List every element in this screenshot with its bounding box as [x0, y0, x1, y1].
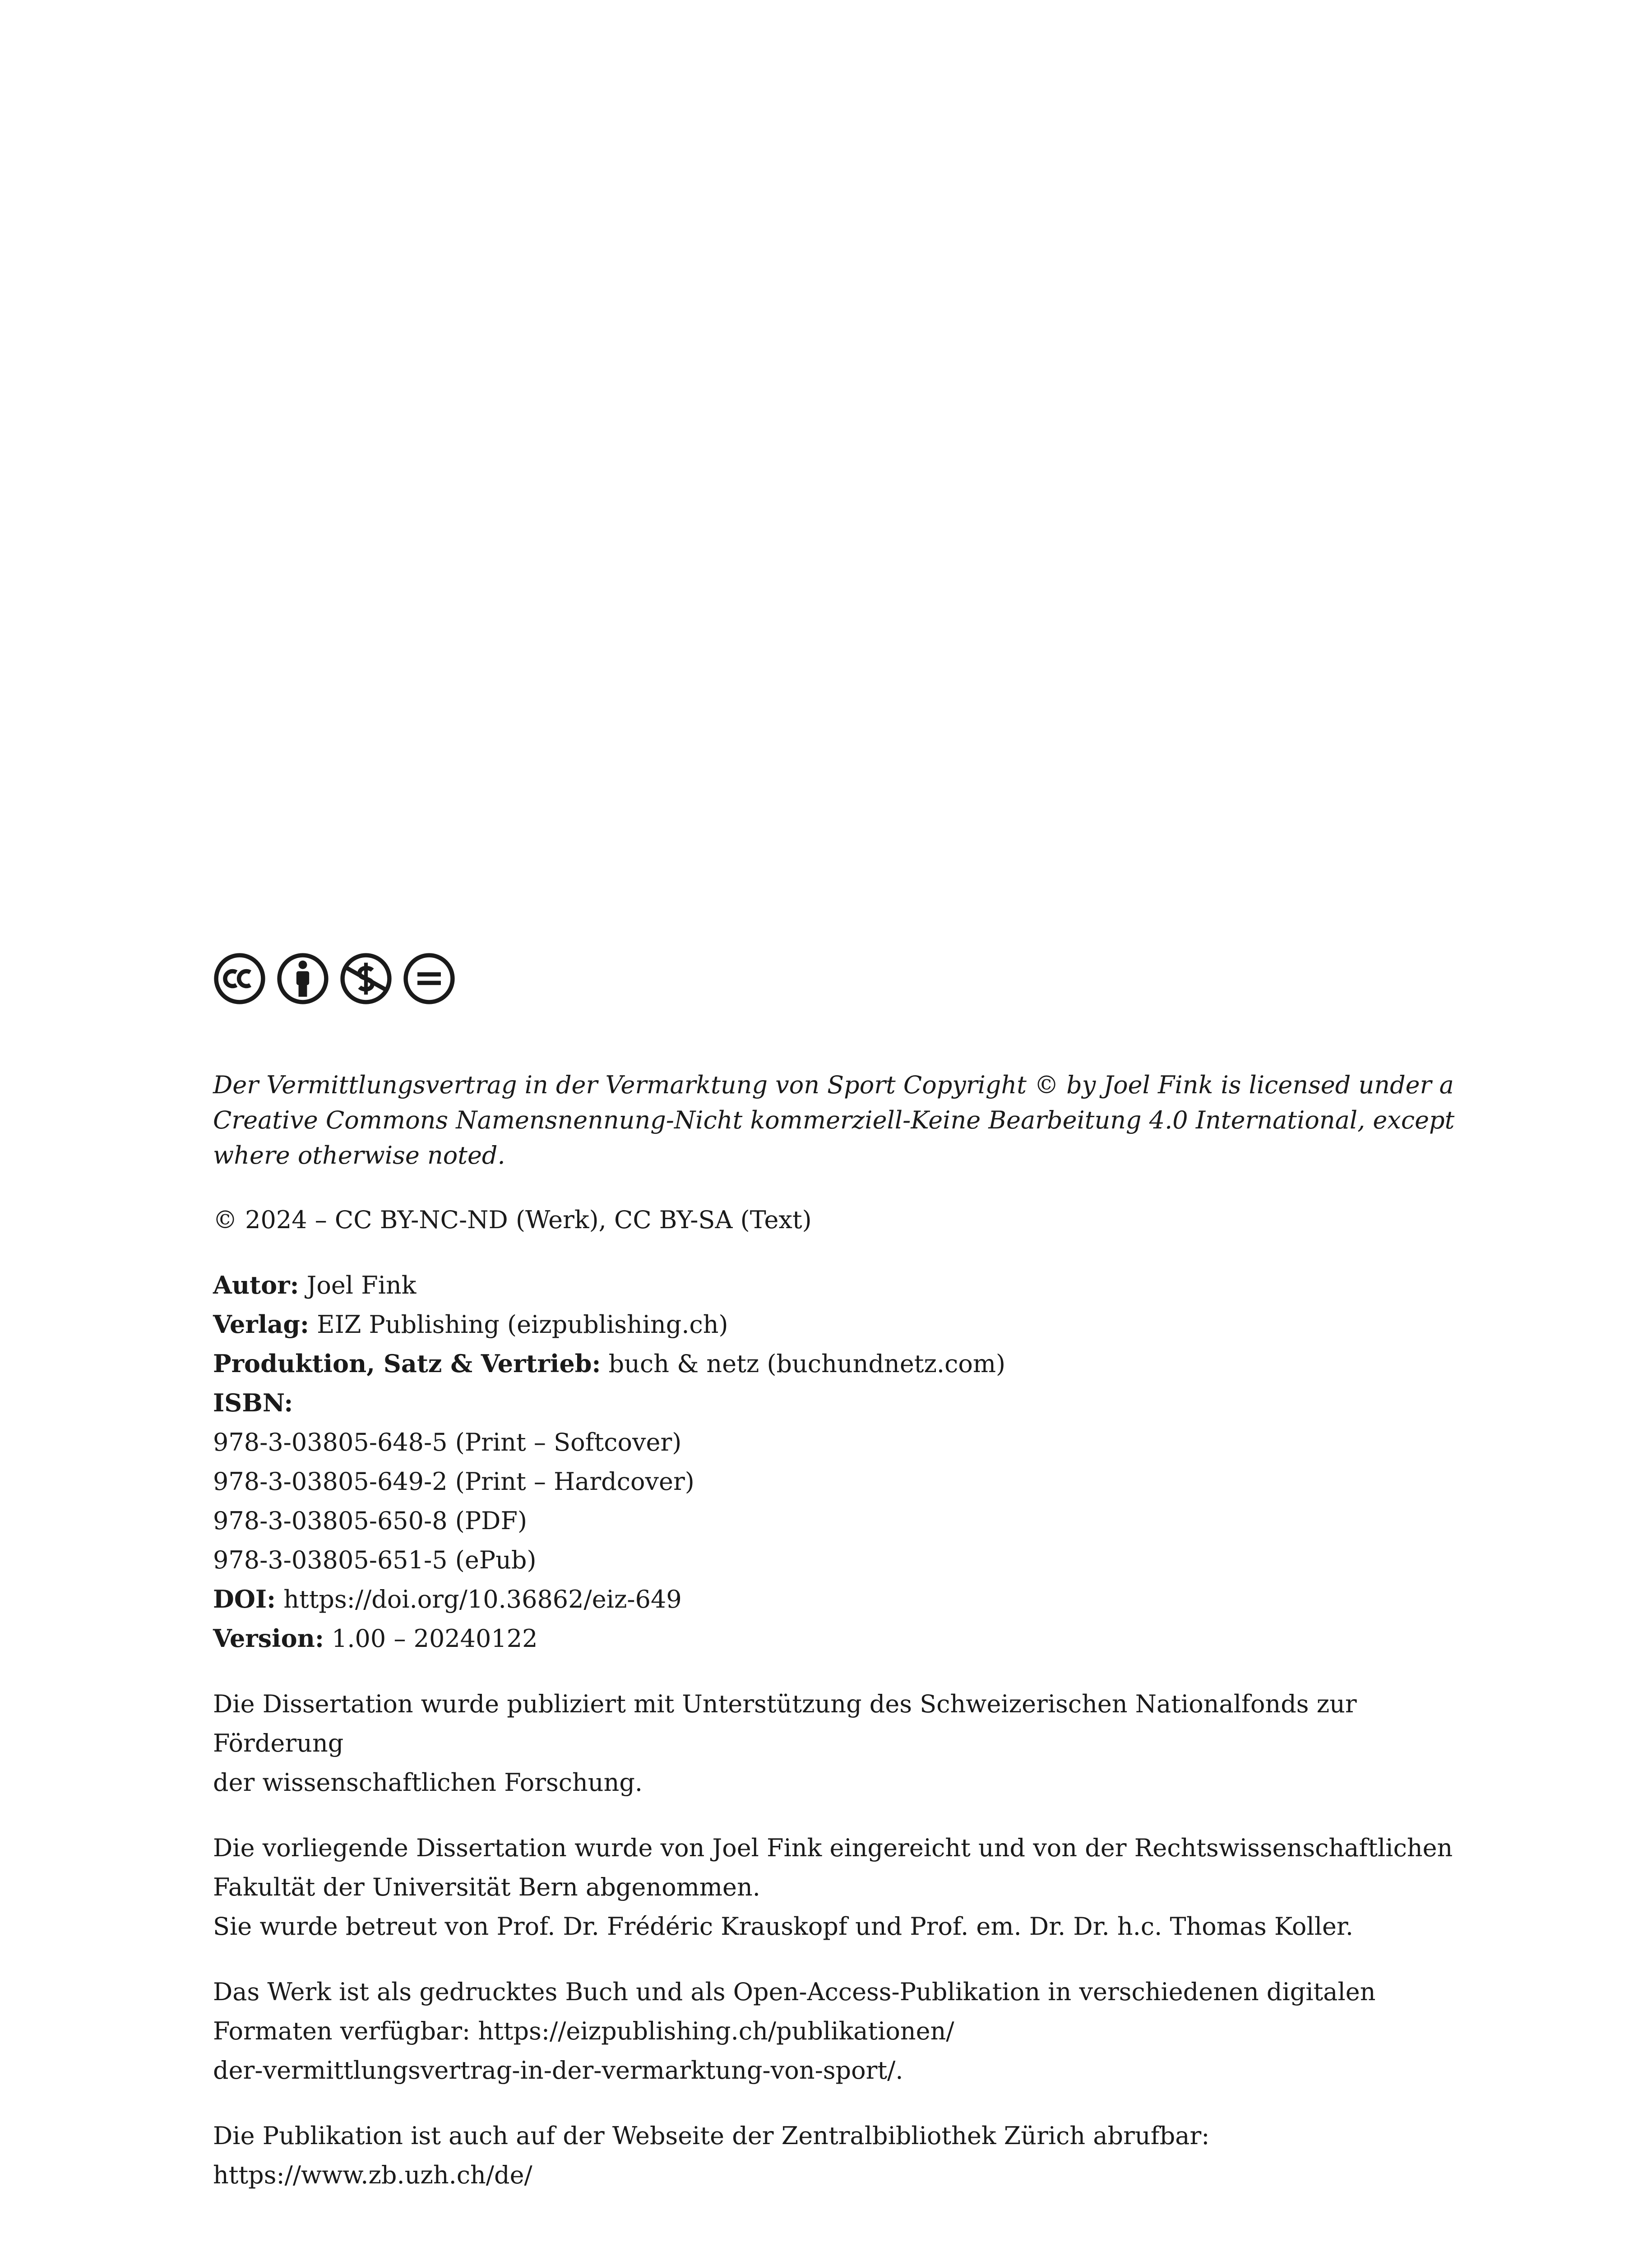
publisher-value: EIZ Publishing (eizpublishing.ch) — [309, 1310, 728, 1339]
doi-value: https://doi.org/10.36862/eiz-649 — [276, 1585, 682, 1613]
license-statement — [213, 1068, 1458, 1173]
support-line-1: Die Dissertation wurde publiziert mit Unterstützung des Schweizerischen Nationalfonds zur Förderung — [213, 1690, 1357, 1757]
isbn-item: 978-3-03805-651-5 (ePub) — [213, 1546, 537, 1574]
isbn-line — [213, 1383, 1458, 1423]
availability-paragraph — [213, 1972, 1458, 2090]
availability-line-3: der-vermittlungsvertrag-in-der-vermarktung-von-sport/. — [213, 2056, 903, 2085]
production-label: Produktion, Satz & Vertrieb: — [213, 1349, 601, 1378]
author-label: Autor: — [213, 1271, 299, 1299]
doi-label: DOI: — [213, 1585, 276, 1613]
license-line-1: Der Vermittlungsvertrag in der Vermarktung von Sport Copyright © by Joel Fink is licensed under a — [213, 1071, 1454, 1099]
imprint-page — [213, 952, 1458, 2221]
license-line-2: Creative Commons Namensnennung-Nicht kommerziell-Keine Bearbeitung 4.0 International, except — [213, 1106, 1455, 1134]
isbn-item: 978-3-03805-648-5 (Print – Softcover) — [213, 1428, 682, 1456]
library-line-1: Die Publikation ist auch auf der Webseite der Zentralbibliothek Zürich abrufbar: — [213, 2122, 1210, 2150]
author-value: Joel Fink — [299, 1271, 416, 1299]
cc-icon — [213, 952, 266, 1005]
production-line — [213, 1344, 1458, 1383]
support-line-2: der wissenschaftlichen Forschung. — [213, 1768, 643, 1797]
library-paragraph — [213, 2116, 1458, 2195]
publisher-label: Verlag: — [213, 1310, 309, 1339]
version-label: Version: — [213, 1624, 324, 1653]
publisher-line — [213, 1305, 1458, 1344]
version-line — [213, 1619, 1458, 1658]
nd-noderivatives-icon — [403, 952, 456, 1005]
author-line — [213, 1266, 1458, 1305]
availability-line-1: Das Werk ist als gedrucktes Buch und als Open-Access-Publikation in verschiedenen digitalen — [213, 1978, 1376, 2006]
isbn-label: ISBN: — [213, 1388, 293, 1417]
availability-line-2: Formaten verfügbar: https://eizpublishing.ch/publikationen/ — [213, 2017, 954, 2045]
library-line-2: https://www.zb.uzh.ch/de/ — [213, 2161, 532, 2189]
dissertation-paragraph — [213, 1828, 1458, 1946]
license-line-3: where otherwise noted. — [213, 1141, 505, 1170]
isbn-item: 978-3-03805-650-8 (PDF) — [213, 1507, 528, 1535]
nc-noncommercial-icon — [339, 952, 393, 1005]
version-value: 1.00 – 20240122 — [324, 1624, 538, 1653]
isbn-item: 978-3-03805-649-2 (Print – Hardcover) — [213, 1467, 694, 1496]
license-icons — [213, 952, 1458, 1005]
doi-line — [213, 1580, 1458, 1619]
dissertation-line-1: Die vorliegende Dissertation wurde von Joel Fink eingereicht und von der Rechtswissenschaftlichen — [213, 1834, 1453, 1862]
production-value: buch & netz (buchundnetz.com) — [601, 1350, 1006, 1378]
support-paragraph — [213, 1684, 1458, 1802]
dissertation-line-2: Fakultät der Universität Bern abgenommen. — [213, 1873, 760, 1901]
by-attribution-icon — [276, 952, 329, 1005]
copyright-line: © 2024 – CC BY-NC-ND (Werk), CC BY-SA (Text) — [213, 1206, 812, 1234]
dissertation-line-3: Sie wurde betreut von Prof. Dr. Frédéric Krauskopf und Prof. em. Dr. Dr. h.c. Thomas Koller. — [213, 1912, 1353, 1941]
publication-metadata — [213, 1266, 1458, 1658]
